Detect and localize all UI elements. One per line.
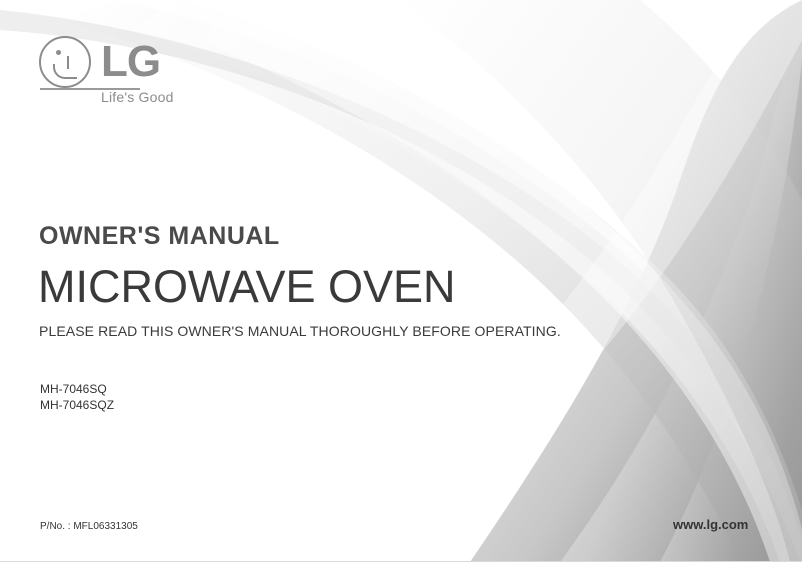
lg-logo [39,36,179,106]
page-bottom-divider [0,561,802,562]
page-title: MICROWAVE OVEN [38,261,456,312]
lg-logo-text: LG [101,37,161,86]
logo-smile-arc [53,64,77,79]
read-instruction-note: PLEASE READ THIS OWNER'S MANUAL THOROUGHLY BEFORE OPERATING. [39,323,561,339]
owners-manual-eyebrow: OWNER'S MANUAL [39,222,280,250]
lg-face-icon [39,36,91,88]
website-url: www.lg.com [673,517,749,532]
model-number-list [40,381,114,413]
part-number: P/No. : MFL06331305 [40,521,138,532]
list-item: MH-7046SQZ [40,398,115,412]
list-item: MH-7046SQ [40,382,107,396]
lg-logo-tagline: Life's Good [101,89,174,105]
logo-eye-dot [56,50,61,55]
